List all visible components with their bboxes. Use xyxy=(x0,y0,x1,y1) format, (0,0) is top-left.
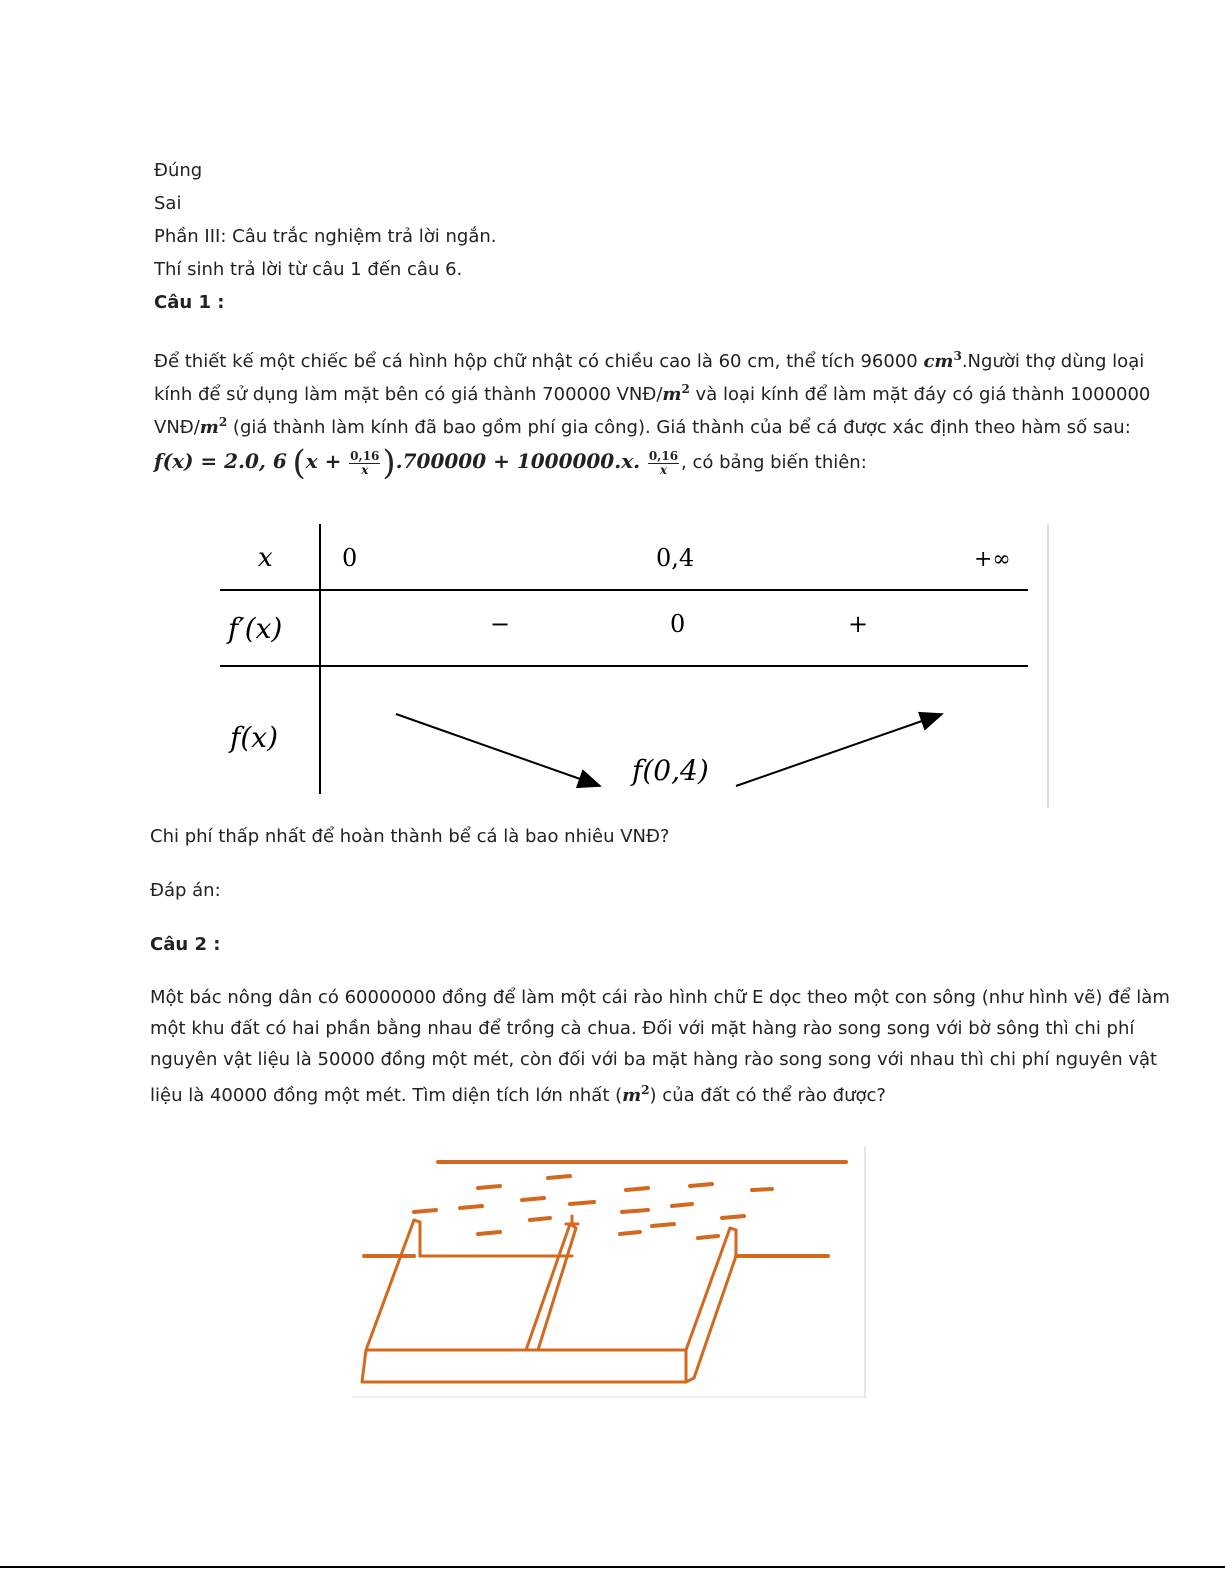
exponent-3: 3 xyxy=(953,349,962,363)
option-sai: Sai xyxy=(154,193,182,214)
q2-line-1: Một bác nông dân có 60000000 đồng để làm một cái rào hình chữ E dọc theo một con sông (như hình vẽ) để làm xyxy=(150,987,1170,1008)
q1-formula-line xyxy=(154,443,867,481)
part-title: Phần III: Câu trắc nghiệm trả lời ngắn. xyxy=(154,226,497,247)
unit-m: m xyxy=(199,417,219,438)
unit-cm: cm xyxy=(923,351,954,372)
page-bottom-border xyxy=(0,1566,1225,1568)
paren-open: ( xyxy=(292,443,306,483)
decreasing-arrow xyxy=(396,714,600,786)
sign-zero: 0 xyxy=(670,610,686,638)
fence-illustration xyxy=(352,1146,866,1398)
fraction-den: x xyxy=(659,462,667,477)
paren-close: ) xyxy=(382,443,396,483)
unit-m: m xyxy=(662,384,682,405)
q1-text-3b: (giá thành làm kính đã bao gồm phí gia công). Giá thành của bể cá được xác định theo hàm số sau: xyxy=(227,417,1131,438)
exponent-2: 2 xyxy=(218,415,228,429)
q1-line-3 xyxy=(154,406,1131,444)
q2-line-4 xyxy=(150,1075,886,1111)
row-label-x: x xyxy=(258,543,273,573)
part-instruction: Thí sinh trả lời từ câu 1 đến câu 6. xyxy=(154,259,463,280)
formula-lhs: f(x) = 2.0, 6 xyxy=(154,449,287,473)
q1-text-1b: .Người thợ dùng loại xyxy=(961,351,1145,372)
min-value-label: f(0,4) xyxy=(632,754,709,787)
x-value-04: 0,4 xyxy=(656,544,695,572)
x-value-inf: +∞ xyxy=(974,547,1011,572)
exponent-2: 2 xyxy=(681,382,690,396)
formula-tail: , có bảng biến thiên: xyxy=(681,452,867,473)
q1-text-2b: và loại kính để làm mặt đáy có giá thành 1000000 xyxy=(689,384,1151,405)
fraction-1 xyxy=(349,450,380,477)
e-fence xyxy=(362,1216,736,1382)
option-dung: Đúng xyxy=(154,160,203,181)
variation-table xyxy=(218,524,1050,808)
sign-negative: − xyxy=(490,610,511,638)
increasing-arrow xyxy=(736,714,942,786)
q2-text-4a: liệu là 40000 đồng một mét. Tìm diện tích lớn nhất ( xyxy=(150,1085,623,1106)
question-1-label: Câu 1 : xyxy=(154,292,225,313)
sign-positive: + xyxy=(848,610,869,638)
q1-text-3a: VNĐ/ xyxy=(154,417,200,438)
row-label-f: f(x) xyxy=(230,721,279,754)
river-water-dashes xyxy=(414,1176,772,1238)
formula-mid: .700000 + 1000000.x. xyxy=(395,449,641,473)
exponent-2: 2 xyxy=(641,1083,650,1097)
fraction-num: 0,16 xyxy=(350,448,380,463)
q2-text-4b: ) của đất có thể rào được? xyxy=(649,1085,886,1106)
row-label-fprime: f′(x) xyxy=(228,612,283,645)
fraction-num: 0,16 xyxy=(648,448,679,463)
unit-m: m xyxy=(622,1085,642,1106)
q2-line-3: nguyên vật liệu là 50000 đồng một mét, còn đối với ba mặt hàng rào song song với nhau thì chi phí nguyên vật xyxy=(150,1049,1158,1070)
question-2-label: Câu 2 : xyxy=(150,934,221,955)
q1-answer-label: Đáp án: xyxy=(150,880,221,901)
fraction-2 xyxy=(648,450,679,477)
x-value-0: 0 xyxy=(342,544,358,572)
fraction-den: x xyxy=(361,462,369,477)
q2-line-2: một khu đất có hai phần bằng nhau để trồng cà chua. Đối với mặt hàng rào song song với bờ sông thì chi phí xyxy=(150,1018,1135,1039)
q1-question: Chi phí thấp nhất để hoàn thành bể cá là bao nhiêu VNĐ? xyxy=(150,826,670,847)
q1-text-1a: Để thiết kế một chiếc bể cá hình hộp chữ nhật có chiều cao là 60 cm, thể tích 96000 xyxy=(154,351,924,372)
formula-x-plus: x + xyxy=(305,449,342,473)
q1-text-2a: kính để sử dụng làm mặt bên có giá thành 700000 VNĐ/ xyxy=(154,384,663,405)
